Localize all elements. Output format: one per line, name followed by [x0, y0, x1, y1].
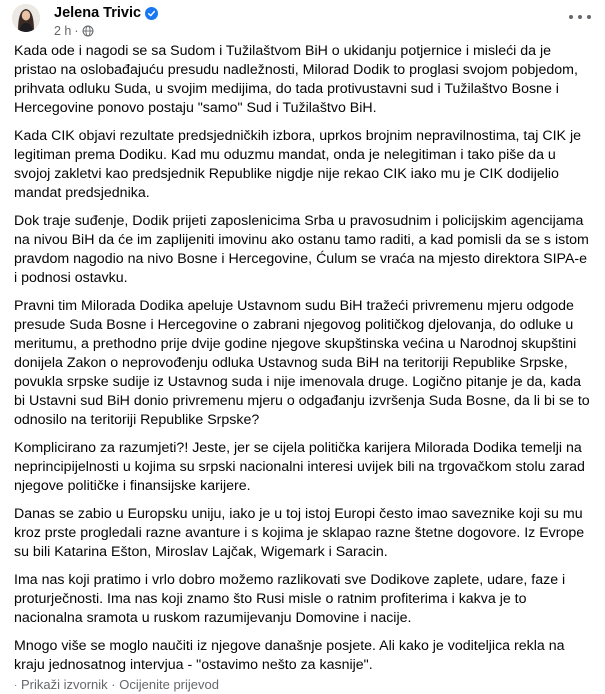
avatar[interactable]: [12, 4, 40, 32]
more-dot: [578, 15, 582, 19]
translation-footer: [14, 676, 592, 694]
more-dot: [587, 15, 591, 19]
author-name[interactable]: Jelena Trivic: [54, 5, 142, 21]
globe-icon: [82, 25, 94, 37]
author-name-row: [54, 5, 158, 22]
more-dot: [569, 15, 573, 19]
meta-separator: ·: [74, 24, 79, 38]
post-paragraph: Danas se zabio u Europsku uniju, iako je u toj istoj Europi često imao saveznike koji su mu kroz prste progledali razne avanture i s kojima je sklapao razne štetne dogovore. Iz Evrope su bili Katarina Ešton, Miroslav Lajčak, Wigemark i Saracin.: [14, 506, 585, 560]
show-original-link[interactable]: Prikaži izvornik: [20, 677, 108, 692]
post-paragraph: Ima nas koji pratimo i vrlo dobro možemo razlikovati sve Dodikove zaplete, udare, faze i proturječnosti. Ima nas koji znamo što Rusi misle o ratnim profiterima i kakva je to nacionalna sramota u ruskom razumijevanju Domovine i nacije.: [14, 572, 566, 626]
post-paragraph: Kada ode i nagodi se sa Sudom i Tužilaštvom BiH o ukidanju potjernice i misleći da je pristao na oslobađajuću presudu nadležnosti, Milorad Dodik to proglasi svojom pobjedom, prihvata odluku Suda, u svojim medijima, do tada protivustavni sud i Tužilaštvo Bosne i Hercegovine ponovo postaju "samo" Sud i Tužilaštvo BiH.: [14, 43, 578, 116]
verified-badge-icon: [145, 7, 158, 20]
post-body: [14, 42, 592, 694]
footer-separator: ·: [14, 680, 18, 691]
post-paragraph: Mnogo više se moglo naučiti iz njegove današnje posjete. Ali kako je voditeljica rekla na kraju jednosatnog intervjua - "ostavimo nešto za kasnije".: [14, 638, 565, 673]
post-paragraph: Pravni tim Milorada Dodika apeluje Ustavnom sudu BiH tražeći privremenu mjeru odgode presude Suda Bosne i Hercegovine o zabrani njegovog političkog djelovanja, do odluke u meritumu, a prethodno prije dvije godine njegove skupštinska većina u Narodnoj skupštini donijela Zakon o neprovođenju odluka Ustavnog suda BiH na teritoriji Republike Srpske, povukla srpske sudije iz Ustavnog suda i nije imenovala druge. Logično pitanje je da, kada bi Ustavni sud BiH donio privremenu mjeru o odgađanju izvršenja Suda Bosne, da li bi se to odnosilo na teritoriji Republike Srpske?: [14, 298, 590, 428]
post-paragraph: Dok traje suđenje, Dodik prijeti zaposlenicima Srba u pravosudnim i policijskim agencijama na nivou BiH da će im zaplijeniti imovinu ako ostanu tamo raditi, a kad pomisli da se s istom pravdom nagodio na nivo Bosne i Hercegovine, Ćulum se vraća na mjesto direktora SIPA-e i podnosi ostavku.: [14, 213, 589, 286]
post-paragraph: Komplicirano za razumjeti?! Jeste, jer se cijela politička karijera Milorada Dodika temelji na neprincipijelnosti u kojima su srpski nacionalni interesi uvijek bili na trgovačkom stolu zarad njegove političke i finansijske karijere.: [14, 440, 585, 494]
more-options-icon[interactable]: [569, 12, 591, 22]
post-timestamp[interactable]: 2 h: [54, 24, 72, 38]
post-meta: [54, 24, 94, 38]
footer-separator: ·: [111, 677, 116, 692]
rate-translation-link[interactable]: Ocijenite prijevod: [119, 677, 219, 692]
post-paragraph: Kada CIK objavi rezultate predsjedničkih izbora, uprkos brojnim nepravilnostima, taj CIK je legitiman prema Dodiku. Kad mu oduzmu mandat, onda je nelegitiman i tako piše da u svojoj zakletvi kao predsjednik Republike nigdje nije rekao CIK iako mu je CIK dodijelio mandat predsjednika.: [14, 128, 581, 201]
post-header: [0, 0, 605, 42]
